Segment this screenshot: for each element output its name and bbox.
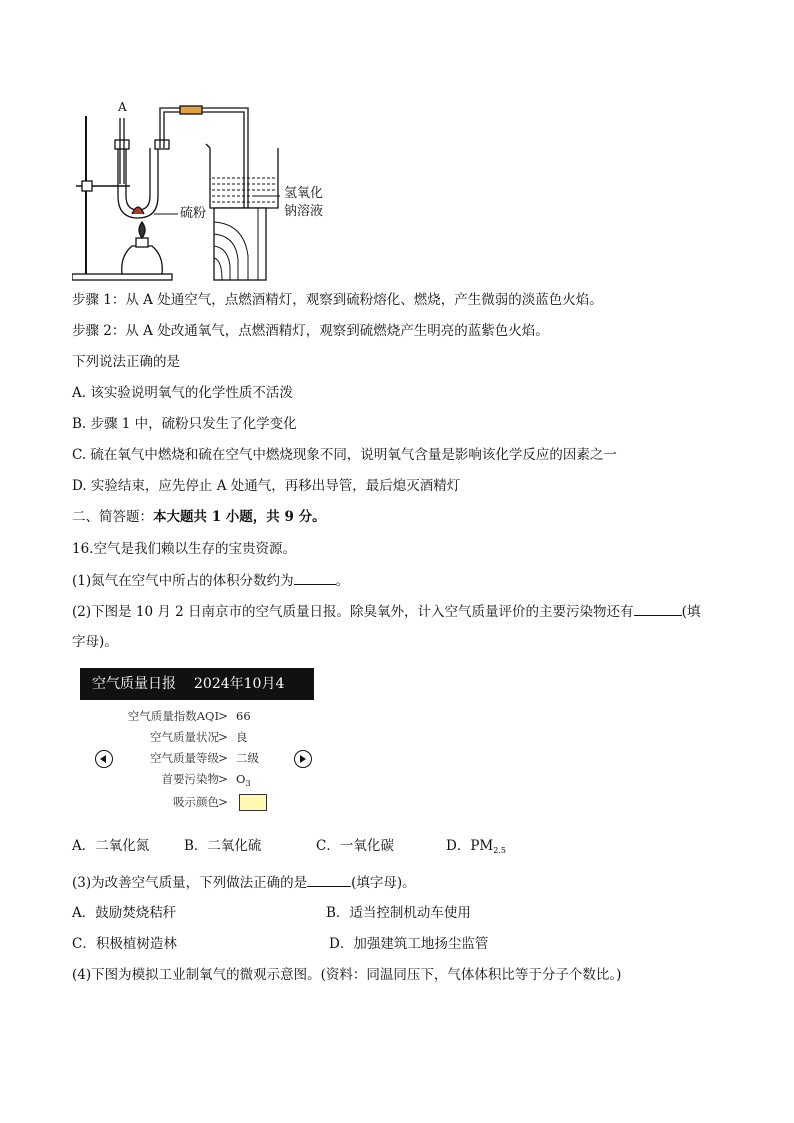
- q15-step2: 步骤 2：从 A 处改通氧气，点燃酒精灯，观察到硫燃烧产生明亮的蓝紫色火焰。: [72, 323, 549, 339]
- rubber-connector: [180, 106, 202, 114]
- section2-heading: [72, 507, 326, 527]
- aq-value-pollutant: [236, 769, 251, 794]
- aq-row-aqi: [80, 706, 314, 726]
- aq-value-pollutant-sub: 3: [245, 779, 251, 788]
- aq-color-swatch: [239, 794, 267, 811]
- aq-label-status: 空气质量状况: [150, 730, 219, 744]
- air-quality-report-card: [80, 668, 314, 818]
- aq-row-level: [80, 748, 314, 768]
- q16-p2-option-b: B．二氧化硫: [184, 838, 262, 854]
- q15-option-a: A. 该实验说明氧气的化学性质不活泼: [72, 385, 293, 401]
- aq-date: 2024年10月4日: [80, 676, 285, 724]
- aq-label-level: 空气质量等级: [150, 751, 219, 765]
- q16-part2-cont: 字母)。: [72, 634, 118, 650]
- aq-value-pollutant-main: O: [236, 772, 246, 786]
- arrow-left-icon: [100, 755, 106, 763]
- aq-value-aqi: 66: [236, 709, 251, 723]
- q16-part1-text: (1)氮气在空气中所占的体积分数约为: [72, 573, 294, 589]
- q16-part3-end: (填字母)。: [351, 875, 416, 891]
- section2-heading-prefix: 二、简答题：: [72, 509, 153, 525]
- q16-part2-end: (填: [681, 604, 701, 620]
- u-tube-inner: [126, 148, 150, 210]
- q15-step1: 步骤 1：从 A 处通空气，点燃酒精灯，观察到硫粉熔化、燃烧，产生微弱的淡蓝色火焰。: [72, 292, 603, 308]
- label-naoh-line2: 钠溶液: [284, 204, 324, 219]
- q16-p2-option-c: C．一氧化碳: [316, 838, 394, 854]
- q16-part3: [72, 872, 416, 893]
- q15-option-d: D. 实验结束，应先停止 A 处通气，再移出导管，最后熄灭酒精灯: [72, 478, 461, 494]
- q15-prompt: 下列说法正确的是: [72, 354, 180, 370]
- alcohol-lamp: [122, 246, 163, 274]
- chevron-right-icon: >: [218, 772, 229, 786]
- q15-option-c: C. 硫在氧气中燃烧和硫在空气中燃烧现象不同，说明氧气含量是影响该化学反应的因素之一: [72, 447, 617, 463]
- aq-row-color: [80, 792, 314, 812]
- experiment-apparatus-diagram: [72, 96, 342, 286]
- outlet-tube: [160, 108, 248, 210]
- next-day-button[interactable]: [294, 750, 312, 768]
- aq-value-level: 二级: [236, 751, 259, 765]
- aq-label-pollutant: 首要污染物: [161, 772, 219, 786]
- aq-row-status: [80, 727, 314, 747]
- chevron-right-icon: >: [218, 795, 229, 809]
- label-a: A: [118, 100, 127, 114]
- sulfur-powder: [132, 207, 144, 214]
- q16-p3-option-c: C．积极植树造林: [72, 936, 177, 952]
- q16-stem: 16.空气是我们赖以生存的宝贵资源。: [72, 541, 296, 557]
- aq-row-pollutant: [80, 769, 314, 789]
- q16-part1-blank[interactable]: [294, 570, 336, 585]
- chevron-right-icon: >: [218, 709, 229, 723]
- stopper-right: [155, 140, 169, 149]
- q15-option-b: B. 步骤 1 中，硫粉只发生了化学变化: [72, 416, 297, 432]
- q16-p2-option-d-sub: 2.5: [493, 846, 506, 855]
- q16-p3-option-a: A．鼓励焚烧秸秆: [72, 905, 177, 921]
- prev-day-button[interactable]: [95, 750, 113, 768]
- q16-part1: [72, 570, 349, 591]
- aq-label-aqi: 空气质量指数AQI: [127, 709, 219, 723]
- stopper-left: [115, 140, 129, 149]
- section2-heading-bold: 本大题共 1 小题，共 9 分。: [153, 509, 326, 525]
- q16-p2-option-d-main: PM: [470, 838, 494, 854]
- q16-part1-end: 。: [335, 573, 350, 589]
- q16-part2-blank[interactable]: [634, 601, 682, 616]
- flame: [139, 222, 145, 238]
- label-sulfur: 硫粉: [180, 206, 207, 221]
- arrow-right-icon: [300, 755, 306, 763]
- q16-p2-option-d-prefix: D．: [446, 838, 471, 854]
- aq-value-status: 良: [236, 730, 248, 744]
- q16-p2-option-d: [446, 836, 506, 861]
- stand-base: [72, 274, 172, 280]
- aq-label-color: 吸示颜色: [173, 795, 219, 809]
- chevron-right-icon: >: [218, 751, 229, 765]
- q16-p2-option-a: A．二氧化氮: [72, 838, 150, 854]
- q16-part4: (4)下图为模拟工业制氧气的微观示意图。(资料：同温同压下，气体体积比等于分子个数比。): [72, 967, 622, 983]
- q16-part2: [72, 601, 700, 622]
- q16-p3-option-d: D．加强建筑工地扬尘监管: [329, 936, 489, 952]
- q16-p3-option-b: B．适当控制机动车使用: [326, 905, 471, 921]
- q16-part3-text: (3)为改善空气质量，下列做法正确的是: [72, 875, 308, 891]
- aq-title: 空气质量日报: [92, 676, 176, 692]
- q16-part3-blank[interactable]: [307, 872, 351, 887]
- chevron-right-icon: >: [218, 730, 229, 744]
- q16-part2-text: (2)下图是 10 月 2 日南京市的空气质量日报。除臭氧外，计入空气质量评价的主要污染物还有: [72, 604, 634, 620]
- label-naoh-line1: 氢氧化: [284, 186, 324, 201]
